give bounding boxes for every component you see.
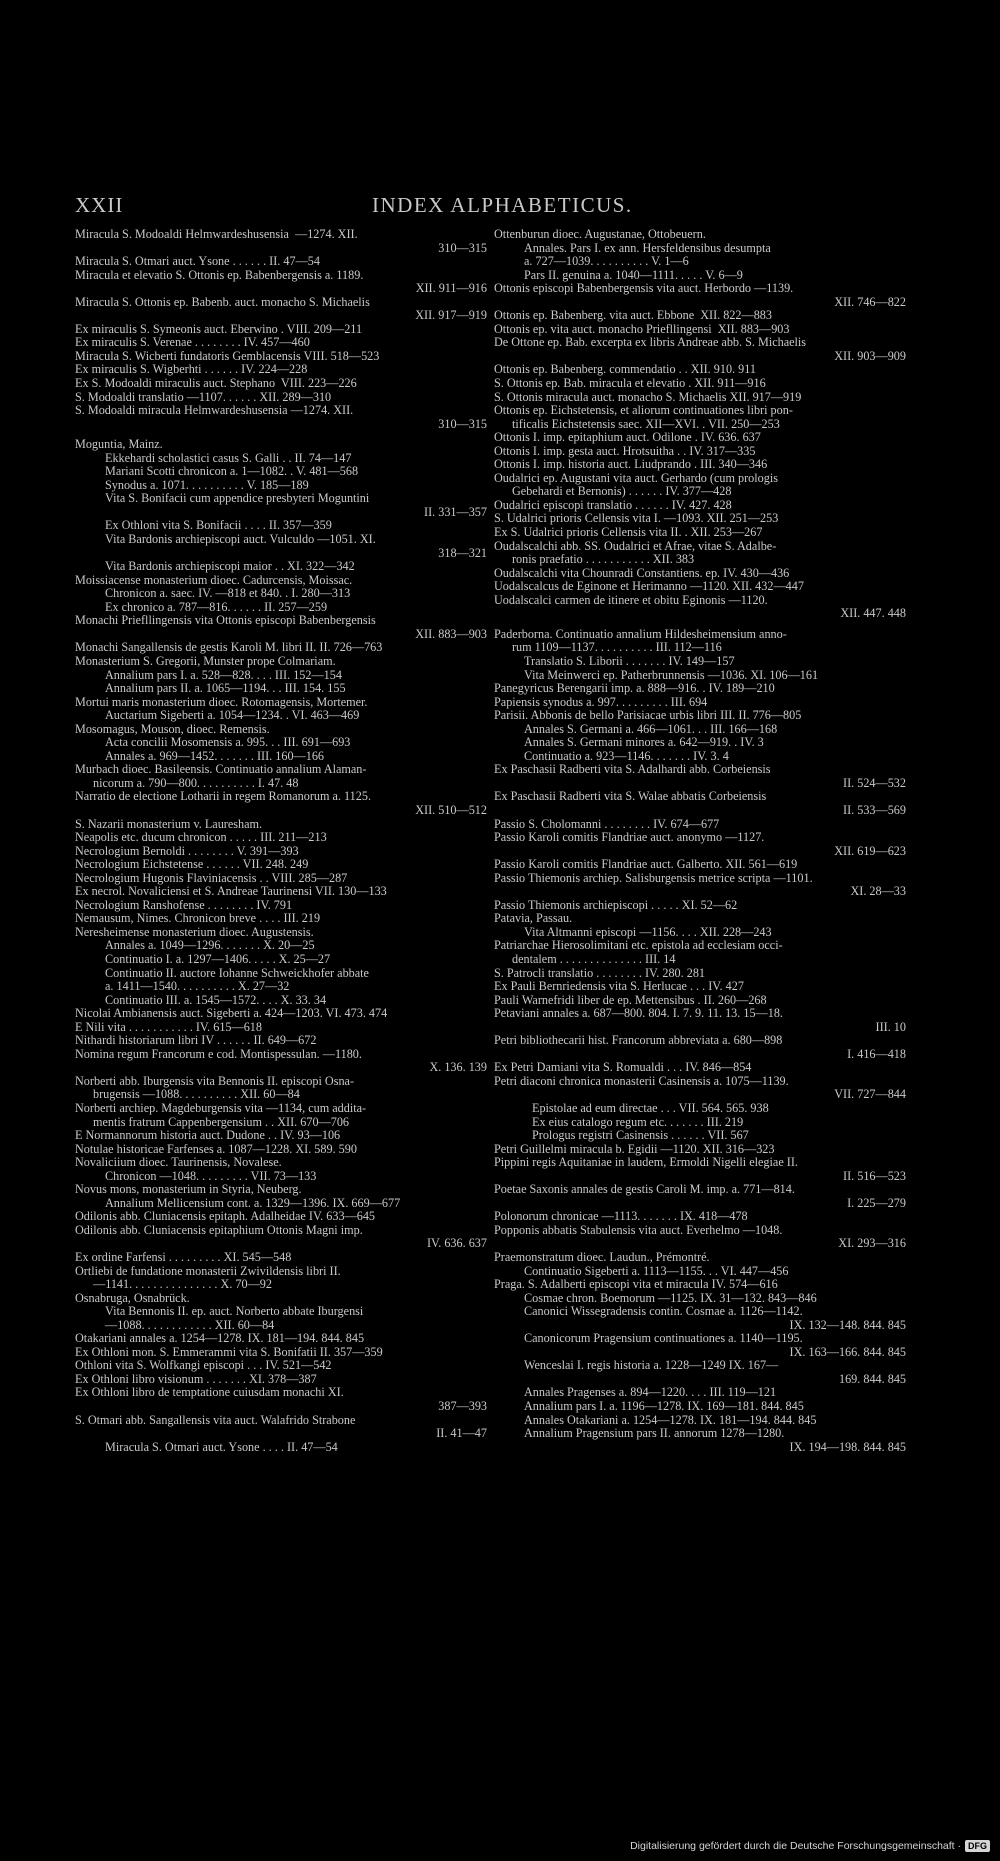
index-line: Monasterium S. Gregorii, Munster prope Colmariam.: [75, 654, 336, 668]
index-line: Passio Karoli comitis Flandriae auct. Galberto. XII. 561—619: [494, 858, 798, 872]
index-line: Annales Pragenses a. 894—1220. . . . III. 119—121: [524, 1386, 777, 1400]
index-line: Auctarium Sigeberti a. 1054—1234. . VI. 463—469: [105, 709, 360, 723]
index-line: E Nili vita . . . . . . . . . . . IV. 615—618: [75, 1020, 262, 1034]
index-line: Novus mons, monasterium in Styria, Neuberg.: [75, 1183, 302, 1197]
index-line: Norberti abb. Iburgensis vita Bennonis II. episcopi Osna-: [75, 1074, 355, 1088]
index-line: 387—393: [438, 1400, 487, 1414]
index-line: Annales Otakariani a. 1254—1278. IX. 181—194. 844. 845: [524, 1413, 817, 1427]
index-line: XII. 619—623: [834, 844, 906, 858]
index-line: IX. 194—198. 844. 845: [789, 1440, 906, 1454]
index-line: Othloni vita S. Wolfkangi episcopi . . . IV. 521—542: [75, 1359, 332, 1373]
index-line: Ex Petri Damiani vita S. Romualdi . . . IV. 846—854: [494, 1061, 752, 1075]
index-line: Oudalscalchi vita Chounradi Constantiens. ep. IV. 430—436: [494, 566, 790, 580]
index-line: XII. 917—919: [415, 309, 487, 323]
index-line: Nomina regum Francorum e cod. Montispessulan. —1180.: [75, 1047, 362, 1061]
index-line: IX. 132—148. 844. 845: [789, 1318, 906, 1332]
index-line: Cosmae chron. Boemorum —1125. IX. 31—132. 843—846: [524, 1291, 817, 1305]
index-line: Necrologium Hugonis Flaviniacensis . . VIII. 285—287: [75, 871, 348, 885]
index-line: IX. 163—166. 844. 845: [789, 1345, 906, 1359]
index-line: Canonicorum Pragensium continuationes a. 1140—1195.: [524, 1332, 803, 1346]
index-line: II. 533—569: [843, 803, 906, 817]
index-line: Moissiacense monasterium dioec. Cadurcensis, Moissac.: [75, 573, 353, 587]
index-line: Ex Othloni libro de temptatione cuiusdam monachi XI.: [75, 1386, 344, 1400]
index-line: Annalium pars I. a. 1196—1278. IX. 169—181. 844. 845: [524, 1400, 804, 1414]
index-line: rum 1109—1137. . . . . . . . . . III. 112—116: [512, 641, 722, 655]
section-gap: [494, 621, 906, 628]
index-line: II. 516—523: [843, 1169, 906, 1183]
index-line: Continuatio a. 923—1146. . . . . . . IV. 3. 4: [524, 749, 729, 763]
index-line: Pippini regis Aquitaniae in laudem, Ermoldi Nigelli elegiae II.: [494, 1156, 798, 1170]
index-line: Ex Pauli Bernriedensis vita S. Herlucae . . . IV. 427: [494, 980, 744, 994]
index-line: XII. 746—822: [834, 295, 906, 309]
index-line: Ex S. Modoaldi miraculis auct. Stephano VIII. 223—226: [75, 377, 357, 391]
index-line: Ex miraculis S. Symeonis auct. Eberwino . VIII. 209—211: [75, 322, 363, 336]
index-line: S. Ottonis ep. Bab. miracula et elevatio . XII. 911—916: [494, 377, 766, 391]
index-line: Paderborna. Continuatio annalium Hildesheimensium anno-: [494, 627, 787, 641]
index-line: Chronicon —1048. . . . . . . . . VII. 73—133: [105, 1169, 317, 1183]
index-line: Annales a. 969—1452. . . . . . . III. 160—166: [105, 749, 325, 763]
index-line: I. 416—418: [847, 1047, 906, 1061]
index-line: Ex ordine Farfensi . . . . . . . . . XI. 545—548: [75, 1251, 292, 1265]
index-line: Moguntia, Mainz.: [75, 438, 163, 452]
index-line: Annalium Pragensium pars II. annorum 1278—1280.: [524, 1427, 785, 1441]
index-line: XI. 28—33: [850, 885, 906, 899]
index-line: Uodalscalcus de Eginone et Herimanno —1120. XII. 432—447: [494, 580, 804, 594]
page-number: XXII: [75, 193, 124, 217]
index-line: Miracula S. Otmari auct. Ysone . . . . II. 47—54: [105, 1440, 338, 1454]
index-line: Poetae Saxonis annales de gestis Caroli M. imp. a. 771—814.: [494, 1183, 795, 1197]
index-line: Ex eius catalogo regum etc. . . . . . . III. 219: [532, 1115, 744, 1129]
index-line: Ottonis I. imp. historia auct. Liudprando . III. 340—346: [494, 458, 768, 472]
index-line: Necrologium Ranshofense . . . . . . . . IV. 791: [75, 898, 293, 912]
index-line: a. 727—1039. . . . . . . . . . V. 1—6: [524, 255, 689, 269]
index-line: IV. 636. 637: [426, 1237, 487, 1251]
index-line: —1088. . . . . . . . . . . . XII. 60—84: [105, 1318, 275, 1332]
index-line: Vita S. Bonifacii cum appendice presbyteri Moguntini: [105, 492, 370, 506]
index-line: dentalem . . . . . . . . . . . . . . III. 14: [512, 952, 676, 966]
index-line: Osnabruga, Osnabrück.: [75, 1291, 190, 1305]
index-line: Vita Bardonis archiepiscopi auct. Vulculdo —1051. XI.: [105, 533, 376, 547]
index-line: Monachi Priefllingensis vita Ottonis episcopi Babenbergensis: [75, 614, 376, 628]
index-line: Neapolis etc. ducum chronicon . . . . . III. 211—213: [75, 831, 327, 845]
index-line: 310—315: [438, 417, 487, 431]
index-line: Otakariani annales a. 1254—1278. IX. 181—194. 844. 845: [75, 1332, 365, 1346]
index-line: Miracula S. Otmari auct. Ysone . . . . . . II. 47—54: [75, 255, 320, 269]
index-line: Annalium pars II. a. 1065—1194. . . III. 154. 155: [105, 682, 346, 696]
index-line: Canonici Wissegradensis contin. Cosmae a. 1126—1142.: [524, 1305, 803, 1319]
index-line: Passio Karoli comitis Flandriae auct. anonymo —1127.: [494, 831, 765, 845]
index-line: Vita Meinwerci ep. Patherbrunnensis —1036. XI. 106—161: [524, 668, 819, 682]
index-line: 169. 844. 845: [838, 1372, 906, 1386]
index-line: Ottonis ep. Eichstetensis, et aliorum continuationes libri pon-: [494, 404, 793, 418]
page-title: INDEX ALPHABETICUS.: [372, 193, 633, 217]
index-line: Petaviani annales a. 687—800. 804. I. 7. 9. 11. 13. 15—18.: [494, 1007, 783, 1021]
index-line: Nithardi historiarum libri IV . . . . . . II. 649—672: [75, 1034, 317, 1048]
index-line: Ortliebi de fundatione monasterii Zwivildensis libri II.: [75, 1264, 341, 1278]
index-line: Polonorum chronicae —1113. . . . . . . IX. 418—478: [494, 1210, 748, 1224]
index-line: —1141. . . . . . . . . . . . . . . X. 70—92: [93, 1278, 272, 1292]
index-line: XII. 911—916: [415, 282, 487, 296]
index-line: Ottonis ep. Babenberg. commendatio . . XII. 910. 911: [494, 363, 756, 377]
index-line: Narratio de electione Lotharii in regem Romanorum a. 1125.: [75, 790, 372, 804]
index-line: Odilonis abb. Cluniacensis epitaph. Adalheidae IV. 633—645: [75, 1210, 376, 1224]
index-line: X. 136. 139: [429, 1061, 487, 1075]
index-line: Patriarchae Hierosolimitani etc. epistola ad ecclesiam occi-: [494, 939, 783, 953]
index-line: Pars II. genuina a. 1040—1111. . . . . V. 6—9: [524, 268, 743, 282]
index-line: Nemausum, Nimes. Chronicon breve . . . . III. 219: [75, 912, 321, 926]
index-line: brugensis —1088. . . . . . . . . . XII. 60—84: [93, 1088, 300, 1102]
index-line: Mortui maris monasterium dioec. Rotomagensis, Mortemer.: [75, 695, 368, 709]
index-line: Nicolai Ambianensis auct. Sigeberti a. 424—1203. VI. 473. 474: [75, 1007, 388, 1021]
index-line: Papiensis synodus a. 997. . . . . . . . . III. 694: [494, 695, 708, 709]
index-line: Passio Thiemonis archiepiscopi . . . . . XI. 52—62: [494, 898, 738, 912]
index-line: Continuatio I. a. 1297—1406. . . . . X. 25—27: [105, 952, 331, 966]
index-line: III. 10: [875, 1020, 906, 1034]
section-gap: [75, 431, 487, 438]
index-line: Vita Bardonis archiepiscopi maior . . XI. 322—342: [105, 560, 355, 574]
index-line: Vita Altmanni episcopi —1156. . . . XII. 228—243: [524, 925, 772, 939]
index-line: Miracula S. Ottonis ep. Babenb. auct. monacho S. Michaelis: [75, 295, 370, 309]
index-line: Ex chronico a. 787—816. . . . . . II. 257—259: [105, 600, 328, 614]
index-line: VII. 727—844: [834, 1088, 906, 1102]
index-line: Petri bibliothecarii hist. Francorum abbreviata a. 680—898: [494, 1034, 783, 1048]
index-line: Murbach dioec. Basileensis. Continuatio annalium Alaman-: [75, 763, 367, 777]
index-line: Continuatio Sigeberti a. 1113—1155. . . VI. 447—456: [524, 1264, 789, 1278]
index-line: Petri Guillelmi miracula b. Egidii —1120. XII. 316—323: [494, 1142, 775, 1156]
index-line: 318—321: [438, 546, 487, 560]
index-line: Notulae historicae Farfenses a. 1087—1228. XI. 589. 590: [75, 1142, 357, 1156]
index-line: Oudalrici ep. Augustani vita auct. Gerhardo (cum prologis: [494, 471, 778, 485]
index-line: Ottonis episcopi Babenbergensis vita auct. Herbordo —1139.: [494, 282, 794, 296]
index-line: Ottonis I. imp. epitaphium auct. Odilone . IV. 636. 637: [494, 431, 761, 445]
index-line: Popponis abbatis Stabulensis vita auct. Everhelmo —1048.: [494, 1223, 783, 1237]
index-line: Necrologium Bernoldi . . . . . . . . V. 391—393: [75, 844, 299, 858]
index-line: Continuatio III. a. 1545—1572. . . . X. 33. 34: [105, 993, 327, 1007]
index-line: XI. 293—316: [838, 1237, 906, 1251]
index-line: Praemonstratum dioec. Laudun., Prémontré.: [494, 1251, 710, 1265]
index-line: Annales. Pars I. ex ann. Hersfeldensibus desumpta: [524, 241, 771, 255]
index-line: Mariani Scotti chronicon a. 1—1082. . V. 481—568: [105, 465, 359, 479]
index-line: S. Udalrici prioris Cellensis vita I. —1093. XII. 251—253: [494, 512, 779, 526]
index-line: Ekkehardi scholastici casus S. Galli . . II. 74—147: [105, 451, 352, 465]
index-line: II. 524—532: [843, 776, 906, 790]
right-index-column: [494, 228, 906, 1454]
index-line: S. Ottonis miracula auct. monacho S. Michaelis XII. 917—919: [494, 390, 802, 404]
index-line: Ex miraculis S. Wigberhti . . . . . . IV. 224—228: [75, 363, 308, 377]
index-line: Annalium Mellicensium cont. a. 1329—1396. IX. 669—677: [105, 1196, 401, 1210]
index-line: Synodus a. 1071. . . . . . . . . . V. 185—189: [105, 478, 309, 492]
index-line: Annalium pars I. a. 528—828. . . . III. 152—154: [105, 668, 342, 682]
index-line: S. Patrocli translatio . . . . . . . . IV. 280. 281: [494, 966, 706, 980]
index-line: Acta concilii Mosomensis a. 995. . . III. 691—693: [105, 736, 351, 750]
index-line: Ottonis I. imp. gesta auct. Hrotsuitha . . IV. 317—335: [494, 444, 756, 458]
index-line: S. Modoaldi translatio —1107. . . . . . XII. 289—310: [75, 390, 332, 404]
index-line: Norberti archiep. Magdeburgensis vita —1134, cum addita-: [75, 1102, 367, 1115]
footer-text: Digitalisierung gefördert durch die Deutsche Forschungsgemeinschaft ·: [630, 1840, 961, 1852]
index-line: Passio S. Cholomanni . . . . . . . . IV. 674—677: [494, 817, 720, 831]
index-line: Patavia, Passau.: [494, 912, 573, 926]
index-line: Uodalscalci carmen de itinere et obitu Eginonis —1120.: [494, 593, 768, 607]
index-line: Continuatio II. auctore Iohanne Schweickhofer abbate: [105, 966, 369, 980]
index-line: XII. 447. 448: [840, 607, 906, 621]
index-line: II. 41—47: [436, 1427, 487, 1441]
index-line: S. Otmari abb. Sangallensis vita auct. Walafrido Strabone: [75, 1413, 356, 1427]
index-line: Oudalrici episcopi translatio . . . . . . IV. 427. 428: [494, 498, 732, 512]
index-line: Annales S. Germani minores a. 642—919. . IV. 3: [524, 736, 764, 750]
left-index-column: [75, 228, 487, 1454]
index-line: Ex necrol. Novaliciensi et S. Andreae Taurinensi VII. 130—133: [75, 885, 387, 899]
index-line: Gebehardi et Bernonis) . . . . . . IV. 377—428: [512, 485, 732, 499]
index-line: E Normannorum historia auct. Dudone . . IV. 93—106: [75, 1129, 341, 1143]
index-line: Ex Paschasii Radberti vita S. Adalhardi abb. Corbeiensis: [494, 763, 771, 777]
index-line: Parisii. Abbonis de bello Parisiacae urbis libri III. II. 776—805: [494, 709, 802, 723]
index-line: I. 225—279: [847, 1196, 906, 1210]
index-line: tificalis Eichstetensis saec. XII—XVI. . VII. 250—253: [512, 417, 780, 431]
index-line: Mosomagus, Mouson, dioec. Remensis.: [75, 722, 270, 736]
index-line: Wenceslai I. regis historia a. 1228—1249 IX. 167—: [524, 1359, 779, 1373]
index-line: Oudalscalchi abb. SS. Oudalrici et Afrae, vitae S. Adalbe-: [494, 539, 777, 553]
index-line: Annales S. Germani a. 466—1061. . . III. 166—168: [524, 722, 778, 736]
index-line: Praga. S. Adalberti episcopi vita et miracula IV. 574—616: [494, 1278, 778, 1292]
index-line: Ottonis ep. Babenberg. vita auct. Ebbone XII. 822—883: [494, 309, 772, 323]
index-line: Epistolae ad eum directae . . . VII. 564. 565. 938: [532, 1102, 769, 1115]
index-line: S. Nazarii monasterium v. Lauresham.: [75, 817, 263, 831]
index-line: Miracula S. Wicberti fundatoris Gemblacensis VIII. 518—523: [75, 349, 380, 363]
index-line: nicorum a. 790—800. . . . . . . . . . I. 47. 48: [93, 776, 299, 790]
index-line: De Ottone ep. Bab. excerpta ex libris Andreae abb. S. Michaelis: [494, 336, 807, 350]
index-line: Translatio S. Liborii . . . . . . . IV. 149—157: [524, 654, 735, 668]
index-line: Chronicon a. saec. IV. —818 et 840. . I. 280—313: [105, 587, 351, 601]
index-line: Odilonis abb. Cluniacensis epitaphium Ottonis Magni imp.: [75, 1223, 363, 1237]
index-line: mentis fratrum Cappenbergensium . . XII. 670—706: [93, 1115, 350, 1129]
dfg-logo: DFG: [965, 1840, 990, 1852]
index-line: Monachi Sangallensis de gestis Karoli M. libri II. II. 726—763: [75, 641, 383, 655]
index-line: Ex miraculis S. Verenae . . . . . . . . IV. 457—460: [75, 336, 310, 350]
index-line: II. 331—357: [424, 505, 487, 519]
funding-footer: [630, 1838, 990, 1854]
index-line: a. 1411—1540. . . . . . . . . . X. 27—32: [105, 980, 290, 994]
index-line: Ex Paschasii Radberti vita S. Walae abbatis Corbeiensis: [494, 790, 767, 804]
index-line: Ex S. Udalrici prioris Cellensis vita II. . XII. 253—267: [494, 526, 763, 540]
index-line: Miracula S. Modoaldi Helmwardeshusensia —1274. XII.: [75, 228, 358, 241]
index-line: Ottonis ep. vita auct. monacho Priefllingensi XII. 883—903: [494, 322, 790, 336]
index-line: XII. 903—909: [834, 349, 906, 363]
index-line: 310—315: [438, 241, 487, 255]
index-line: Ottenburun dioec. Augustanae, Ottobeuern.: [494, 228, 706, 241]
index-line: Pauli Warnefridi liber de ep. Mettensibus . II. 260—268: [494, 993, 767, 1007]
index-line: XII. 883—903: [415, 627, 487, 641]
index-line: Neresheimense monasterium dioec. Augustensis.: [75, 925, 314, 939]
index-line: Petri diaconi chronica monasterii Casinensis a. 1075—1139.: [494, 1074, 789, 1088]
index-line: Miracula et elevatio S. Ottonis ep. Babenbergensis a. 1189.: [75, 268, 364, 282]
index-line: XII. 510—512: [415, 803, 487, 817]
index-line: Passio Thiemonis archiep. Salisburgensis metrice scripta —1101.: [494, 871, 813, 885]
index-line: Ex Othloni libro visionum . . . . . . . XI. 378—387: [75, 1372, 317, 1386]
index-line: Vita Bennonis II. ep. auct. Norberto abbate Iburgensi: [105, 1305, 364, 1319]
index-line: Ex Othloni vita S. Bonifacii . . . . II. 357—359: [105, 519, 332, 533]
index-line: S. Modoaldi miracula Helmwardeshusensia —1274. XII.: [75, 404, 354, 418]
index-line: ronis praefatio . . . . . . . . . . . XII. 383: [512, 553, 695, 567]
index-line: Annales a. 1049—1296. . . . . . . X. 20—25: [105, 939, 315, 953]
index-line: Necrologium Eichstetense . . . . . . VII. 248. 249: [75, 858, 309, 872]
index-line: Prologus registri Casinensis . . . . . . VII. 567: [532, 1129, 749, 1143]
index-line: Novaliciium dioec. Taurinensis, Novalese.: [75, 1156, 282, 1170]
index-line: Panegyricus Berengarii imp. a. 888—916. . IV. 189—210: [494, 682, 775, 696]
index-line: Ex Othloni mon. S. Emmerammi vita S. Bonifatii II. 357—359: [75, 1345, 383, 1359]
